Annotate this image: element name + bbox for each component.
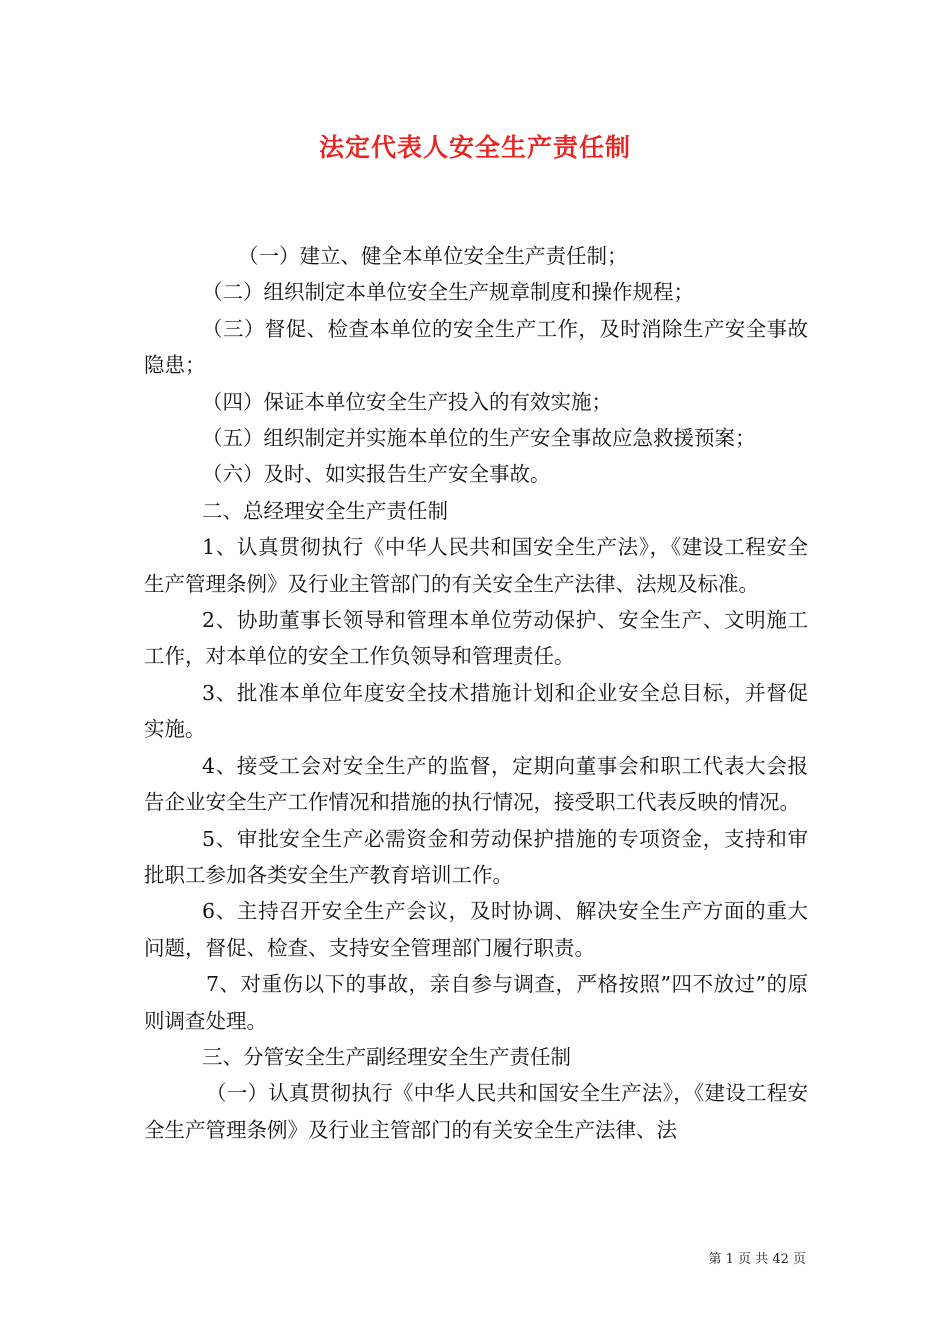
paragraph: （一）建立、健全本单位安全生产责任制； — [238, 244, 628, 268]
paragraph: （二）组织制定本单位安全生产规章制度和操作规程； — [202, 280, 694, 305]
document-body — [144, 238, 808, 1148]
paragraph: 7、对重伤以下的事故，亲自参与调查，严格按照”四不放过”的原则调查处理。 — [144, 972, 808, 1033]
paragraph: 6、主持召开安全生产会议，及时协调、解决安全生产方面的重大问题，督促、检查、支持安全管理部门履行职责。 — [144, 899, 808, 960]
paragraph: 4、接受工会对安全生产的监督，定期向董事会和职工代表大会报告企业安全生产工作情况和措施的执行情况，接受职工代表反映的情况。 — [144, 753, 808, 815]
paragraph: 1、认真贯彻执行《中华人民共和国安全生产法》，《建设工程安全生产管理条例》及行业主管部门的有关安全生产法律、法规及标准。 — [144, 535, 808, 596]
paragraph: （四）保证本单位安全生产投入的有效实施； — [202, 389, 612, 414]
paragraph: 3、批准本单位年度安全技术措施计划和企业安全总目标，并督促实施。 — [144, 680, 808, 742]
section-heading: 二、总经理安全生产责任制 — [202, 498, 448, 523]
paragraph: （一）认真贯彻执行《中华人民共和国安全生产法》，《建设工程安全生产管理条例》及行业主管部门的有关安全生产法律、法 — [144, 1081, 808, 1142]
paragraph: 2、协助董事长领导和管理本单位劳动保护、安全生产、文明施工工作，对本单位的安全工作负领导和管理责任。 — [144, 608, 808, 669]
paragraph: 5、审批安全生产必需资金和劳动保护措施的专项资金，支持和审批职工参加各类安全生产教育培训工作。 — [144, 826, 808, 887]
page-number-footer: 第 1 页 共 42 页 — [708, 1252, 806, 1267]
section-heading: 三、分管安全生产副经理安全生产责任制 — [202, 1044, 571, 1069]
paragraph: （六）及时、如实报告生产安全事故。 — [202, 462, 551, 487]
paragraph: （五）组织制定并实施本单位的生产安全事故应急救援预案； — [202, 426, 756, 451]
document-title: 法定代表人安全生产责任制 — [318, 133, 631, 162]
paragraph: （三）督促、检查本单位的安全生产工作，及时消除生产安全事故隐患； — [144, 316, 808, 378]
